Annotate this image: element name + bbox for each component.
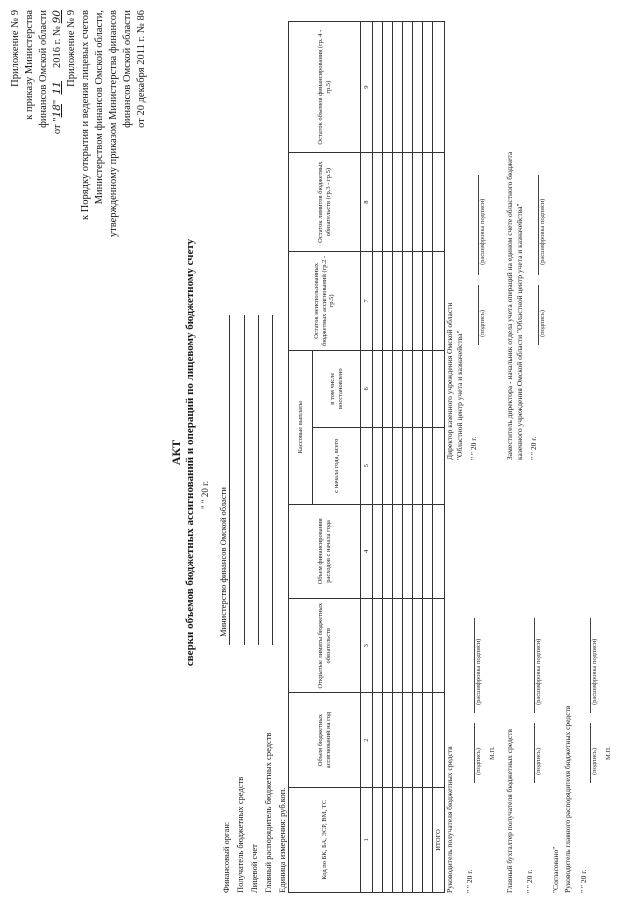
appendix-line-10: от 20 декабря 2011 г. № 86 (136, 10, 147, 128)
stamp-place: М.П. (489, 746, 496, 760)
account-line (258, 315, 259, 645)
podpis-caption: (подпись) (535, 748, 542, 775)
rasshifrovka-caption: (расшифровка подписи) (539, 198, 546, 265)
table-row (373, 22, 383, 893)
appendix-line-8: утвержденному приказом Министерства финансов (108, 10, 119, 238)
podpis-caption: (подпись) (475, 748, 482, 775)
appendix-line-9: финансов Омской области (122, 10, 133, 128)
col-number: 8 (361, 153, 373, 252)
col-number: 6 (361, 350, 373, 427)
main-manager-line (272, 315, 273, 645)
director-line-1: Директор казенного учреждения Омской области (445, 302, 454, 460)
appendix-date-quote: " (52, 99, 63, 105)
reconciliation-table (288, 21, 445, 893)
th-code: Код по БК, БА, ЭСР, ВМ, ТС (289, 787, 361, 892)
chief-accountant-date: " " 20 г. (525, 869, 534, 893)
th-allocations: Объем бюджетных ассигнований на год (289, 693, 361, 787)
th-financing-remainder: Остаток объемов финансирования (гр. 4 - гр.5) (289, 22, 361, 153)
podpis-caption: (подпись) (479, 310, 486, 337)
th-open-limits: Открытые лимиты бюджетных обязательств (289, 599, 361, 693)
column-numbers-row (361, 22, 373, 893)
act-title: АКТ (169, 439, 183, 466)
rasshifrovka-caption: (расшифровка подписи) (591, 638, 598, 705)
th-unused-allocations: Остаток неиспользованных бюджетных ассигнований (гр.2 - гр.5) (289, 252, 361, 351)
th-cash-payments: Кассовые выплаты (289, 350, 313, 504)
col-number: 7 (361, 252, 373, 351)
act-date-line: " " 20 г. (200, 480, 210, 510)
total-row (433, 22, 445, 893)
financial-organ-label: Финансовый орган: (221, 821, 231, 893)
recipient-label: Получатель бюджетных средств (235, 776, 245, 893)
appendix-line-5: Приложение № 9 (66, 10, 77, 87)
table-row (393, 22, 403, 893)
head-recipient-label: Руководитель получателя бюджетных средств (445, 746, 454, 893)
col-number: 5 (361, 427, 373, 504)
main-manager-label: Главный распорядитель бюджетных средств (263, 732, 273, 893)
deputy-date: " " 20 г. (529, 436, 538, 460)
table-row (413, 22, 423, 893)
col-number: 2 (361, 693, 373, 787)
appendix-line-1: Приложение № 9 (10, 10, 21, 87)
recipient-line (244, 315, 245, 645)
unit-label: Единица измерения: руб.коп. (277, 787, 287, 893)
stamp-place-2: М.П. (605, 746, 612, 760)
rasshifrovka-caption: (расшифровка подписи) (479, 198, 486, 265)
appendix-month-handwritten: 11 (51, 81, 63, 95)
rasshifrovka-caption: (расшифровка подписи) (535, 638, 542, 705)
appendix-line-2: к приказу Министерства (24, 10, 35, 120)
head-recipient-date: " " 20 г. (465, 869, 474, 893)
table-row (383, 22, 393, 893)
appendix-line-6: к Порядку открытия и ведения лицевых счетов (80, 10, 91, 221)
col-number: 9 (361, 22, 373, 153)
appendix-day-handwritten: 18 (51, 104, 63, 118)
podpis-caption: (подпись) (539, 310, 546, 337)
appendix-year-no: 2016 г. № (52, 26, 63, 69)
act-subtitle: сверки объемов бюджетных ассигнований и операций по лицевому бюджетному счету (184, 238, 196, 667)
appendix-number-handwritten: 90 (51, 10, 63, 24)
head-main-manager-label: Руководитель главного распорядителя бюджетных средств (563, 705, 572, 893)
table-row (423, 22, 433, 893)
appendix-date-prefix: от " (52, 117, 63, 135)
rasshifrovka-caption: (расшифровка подписи) (475, 638, 482, 705)
financial-organ-value: Министерство финансов Омской области (218, 487, 228, 637)
head-main-manager-date: " " 20 г. (579, 869, 588, 893)
total-label: ИТОГО (433, 787, 445, 892)
th-paid-restored: в том числе восстановлено (313, 350, 361, 427)
financial-organ-line (229, 315, 230, 645)
col-number: 3 (361, 599, 373, 693)
director-line-2: "Областной центр учета и казначейства" (455, 330, 464, 460)
th-financing-volume: Объем финансирования расходов с начала года (289, 504, 361, 598)
soglasovano-label: "Согласовано" (551, 846, 560, 893)
appendix-line-7: Министерством финансов Омской области, (94, 10, 105, 205)
appendix-line-3: финансов Омской области (38, 10, 49, 128)
table-row (403, 22, 413, 893)
appendix-line-4 (52, 10, 63, 134)
th-limits-remainder: Остаток лимитов бюджетных обязательств (гр.3 - гр.5) (289, 153, 361, 252)
th-paid-total: с начала года, всего (313, 427, 361, 504)
deputy-line-1: Заместитель директора - начальник отдела учета операций на едином счете областного бюджета (505, 151, 514, 460)
col-number: 4 (361, 504, 373, 598)
deputy-line-2: казенного учреждения Омской области "Областной центр учета и казначейства" (515, 203, 524, 460)
director-date: " " 20 г. (469, 436, 478, 460)
podpis-caption: (подпись) (591, 748, 598, 775)
col-number: 1 (361, 787, 373, 892)
chief-accountant-label: Главный бухгалтер получателя бюджетных средств (505, 728, 514, 893)
account-label: Лицевой счет (249, 844, 259, 893)
